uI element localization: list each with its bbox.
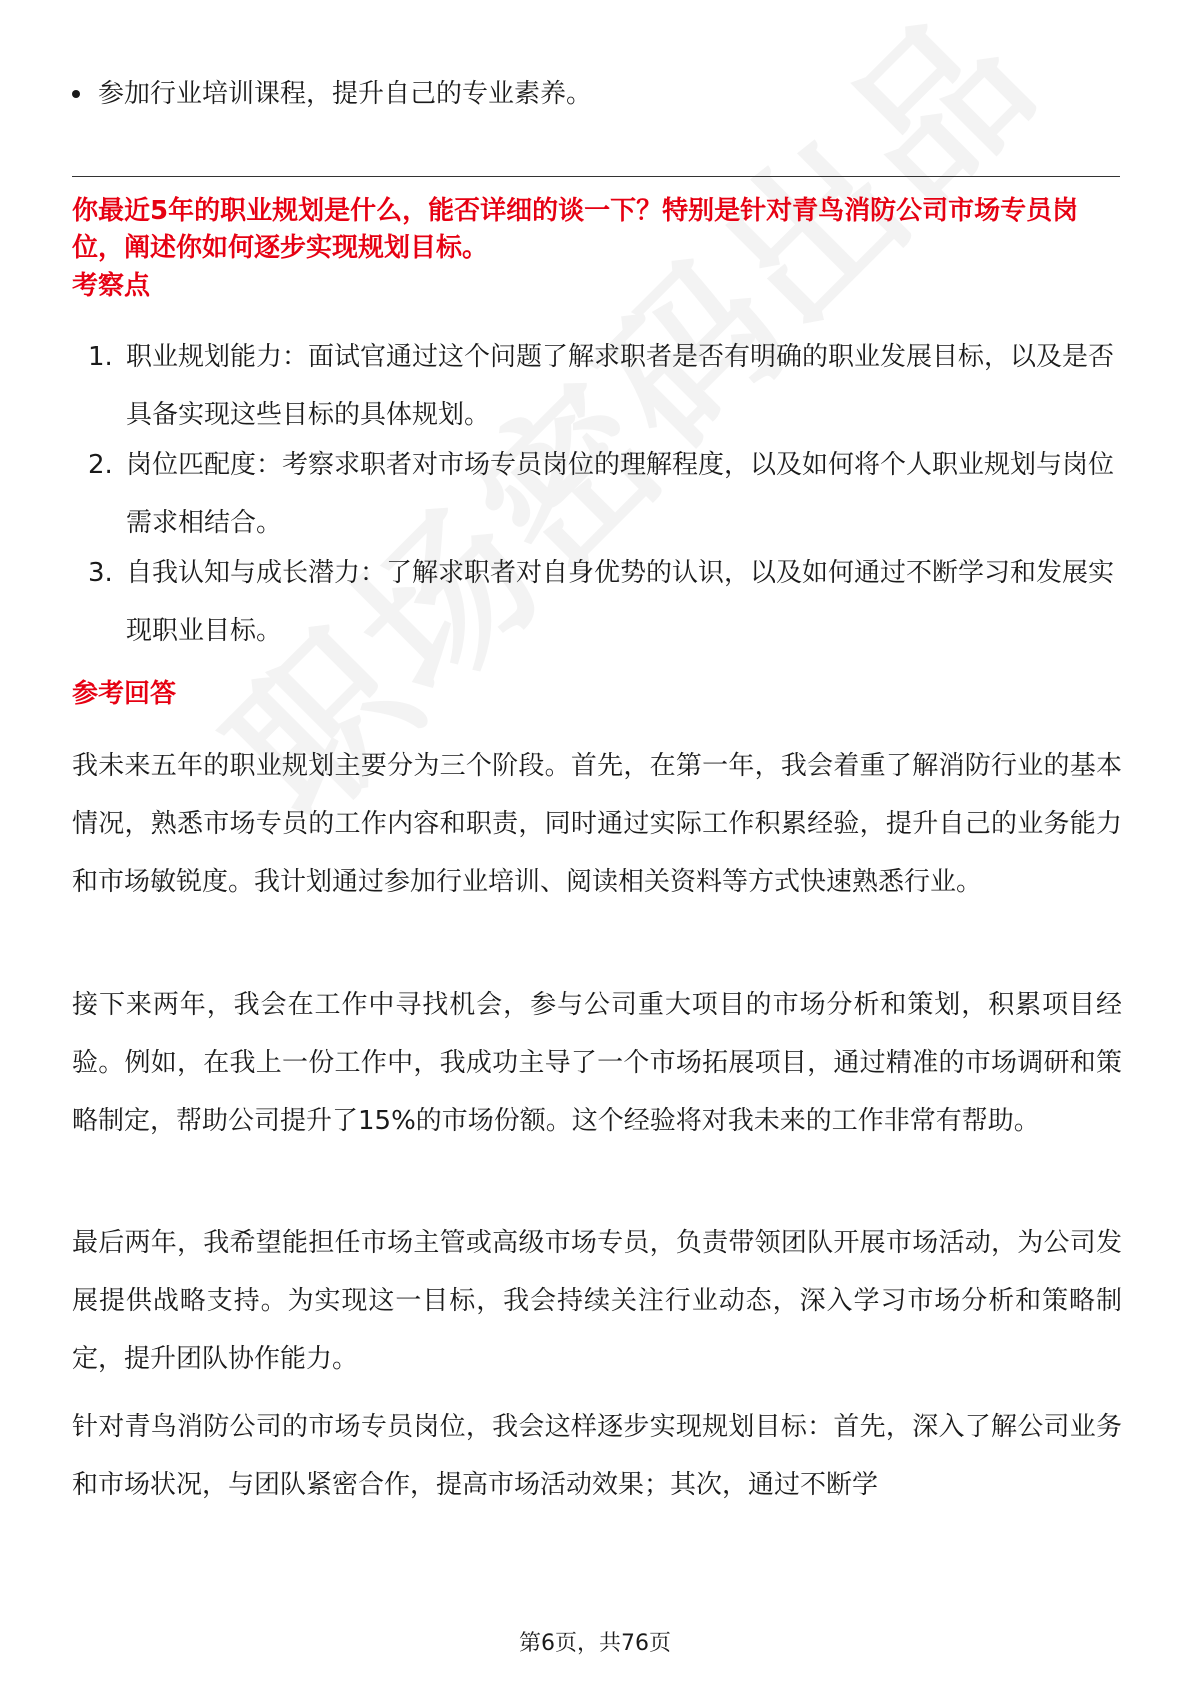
divider — [72, 176, 1120, 177]
answer-paragraph: 最后两年，我希望能担任市场主管或高级市场专员，负责带领团队开展市场活动，为公司发展提供战略支持。为实现这一目标，我会持续关注行业动态，深入学习市场分析和策略制定，提升团队协作能力。 — [72, 1228, 1122, 1374]
list-item-text: 参加行业培训课程，提升自己的专业素养。 — [98, 79, 593, 109]
page-number: 第6页，共76页 — [519, 1631, 671, 1656]
item-text: 自我认知与成长潜力：了解求职者对自身优势的认识，以及如何通过不断学习和发展实现职业目标。 — [126, 558, 1115, 646]
assessment-item — [88, 544, 1122, 660]
list-item — [98, 70, 592, 118]
assessment-item — [88, 328, 1122, 444]
item-number: 1. — [88, 342, 113, 372]
bullet-icon — [72, 90, 80, 98]
answer-paragraph: 接下来两年，我会在工作中寻找机会，参与公司重大项目的市场分析和策划，积累项目经验。例如，在我上一份工作中，我成功主导了一个市场拓展项目，通过精准的市场调研和策略制定，帮助公司提升了15%的市场份额。这个经验将对我未来的工作非常有帮助。 — [72, 990, 1122, 1136]
question-heading: 你最近5年的职业规划是什么，能否详细的谈一下？特别是针对青鸟消防公司市场专员岗位，阐述你如何逐步实现规划目标。 — [72, 196, 1079, 263]
item-text: 职业规划能力：面试官通过这个问题了解求职者是否有明确的职业发展目标，以及是否具备实现这些目标的具体规划。 — [126, 342, 1115, 430]
assessment-heading: 考察点 — [72, 271, 151, 301]
item-number: 3. — [88, 558, 113, 588]
item-text: 岗位匹配度：考察求职者对市场专员岗位的理解程度，以及如何将个人职业规划与岗位需求相结合。 — [126, 450, 1115, 538]
answer-paragraph: 我未来五年的职业规划主要分为三个阶段。首先，在第一年，我会着重了解消防行业的基本情况，熟悉市场专员的工作内容和职责，同时通过实际工作积累经验，提升自己的业务能力和市场敏锐度。我计划通过参加行业培训、阅读相关资料等方式快速熟悉行业。 — [72, 751, 1122, 897]
answer-heading: 参考回答 — [72, 679, 177, 709]
item-number: 2. — [88, 450, 113, 480]
answer-paragraph: 针对青鸟消防公司的市场专员岗位，我会这样逐步实现规划目标：首先，深入了解公司业务和市场状况，与团队紧密合作，提高市场活动效果；其次，通过不断学 — [72, 1412, 1122, 1500]
assessment-item — [88, 436, 1122, 552]
